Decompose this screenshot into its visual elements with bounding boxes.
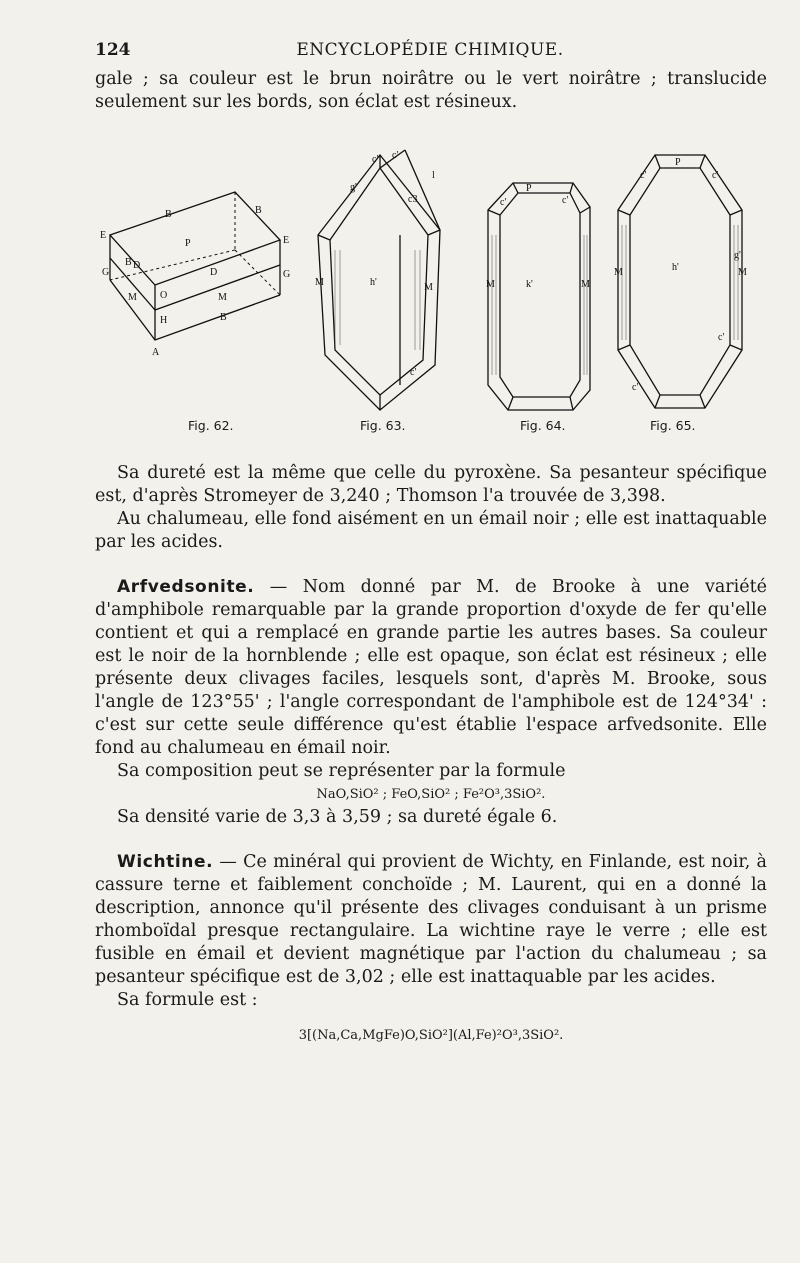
wichtine-formula-intro: Sa formule est : — [117, 990, 258, 1010]
figure-62-crystal — [100, 180, 300, 360]
fig64-label-m1: M — [486, 279, 495, 290]
fig63-label-c4: c' — [410, 367, 417, 378]
figure-64-caption: Fig. 64. — [520, 418, 566, 433]
fig62-label-d1: D — [133, 260, 141, 271]
fig63-label-m1: M — [315, 277, 324, 288]
fig62-label-g2: G — [283, 269, 291, 280]
fig62-label-m2: M — [218, 292, 227, 303]
arfvedsonite-density: Sa densité varie de 3,3 à 3,59 ; sa dureté égale 6. — [117, 807, 558, 827]
fig63-label-c3: c3 — [408, 194, 418, 205]
fig65-label-g: g' — [734, 250, 741, 261]
wichtine-heading: Wichtine. — [117, 852, 214, 872]
fig63-label-h: h' — [370, 277, 377, 288]
fig65-label-c4: c' — [718, 332, 725, 343]
fig64-label-m2: M — [581, 279, 590, 290]
fig65-label-p: P — [675, 157, 681, 168]
hardness-paragraph: Sa dureté est la même que celle du pyroxène. Sa pesanteur spécifique est, d'après Stromeyer de 3,240 ; Thomson l'a trouvée de 3,398. — [95, 463, 767, 506]
fig63-label-c2: c' — [392, 150, 399, 161]
figure-64-crystal — [478, 175, 598, 415]
fig62-label-p: P — [185, 238, 191, 249]
page-number: 124 — [95, 40, 131, 60]
fig62-label-g1: G — [102, 267, 110, 278]
fig62-label-b3: B — [125, 257, 132, 268]
fig62-label-d2: D — [210, 267, 218, 278]
fig64-label-p: P — [526, 183, 532, 194]
wichtine-formula: 3[(Na,Ca,MgFe)O,SiO²](Al,Fe)²O³,3SiO². — [298, 1028, 564, 1043]
fig62-label-b1: B — [165, 209, 172, 220]
fig62-label-e2: E — [283, 235, 290, 246]
fig62-label-m1: M — [128, 292, 137, 303]
fig62-label-b4: B — [220, 312, 227, 323]
intro-paragraph: gale ; sa couleur est le brun noirâtre ou le vert noirâtre ; translucide seulement sur les bords, son éclat est résineux. — [95, 69, 767, 112]
figure-63-caption: Fig. 63. — [360, 418, 406, 433]
figure-65-caption: Fig. 65. — [650, 418, 696, 433]
arfvedsonite-text: — Nom donné par M. de Brooke à une variété d'amphibole remarquable par la grande proportion d'oxyde de fer qu'elle contient et qui a remplacé en grande partie les autres bases. Sa couleur est le noir de la hornblende ; elle est opaque, son éclat est résineux ; elle présente deux clivages faciles, lesquels sont, d'après M. Brooke, sous l'angle de 123°55' ; l'angle correspondant de l'amphibole est de 124°34' : c'est sur cette seule différence qu'est établie l'espace arfvedsonite. Elle fond au chalumeau en émail noir. — [95, 577, 767, 758]
wichtine-text: — Ce minéral qui provient de Wichty, en Finlande, est noir, à cassure terne et faiblement conchoïde ; M. Laurent, qui en a donné la description, annonce qu'il présente des clivages conduisant à un prisme rhomboïdal presque rectangulaire. La wichtine raye le verre ; elle est fusible en émail et devient magnétique par l'action du chalumeau ; sa pesanteur spécifique est de 3,02 ; elle est inattaquable par les acides. — [95, 852, 767, 987]
arfvedsonite-composition-intro: Sa composition peut se représenter par la formule — [117, 761, 566, 781]
fig63-label-m2: M — [424, 282, 433, 293]
intro-paragraph-block — [95, 68, 767, 114]
figure-62-caption: Fig. 62. — [188, 418, 234, 433]
fig63-label-c1: c' — [372, 154, 379, 165]
fig65-label-c2: c' — [712, 170, 719, 181]
fig63-label-l: l — [432, 170, 435, 181]
arfvedsonite-paragraph — [95, 576, 767, 760]
fig65-label-c1: c' — [640, 170, 647, 181]
arfvedsonite-heading: Arfvedsonite. — [117, 577, 255, 597]
figure-63-crystal — [310, 140, 460, 415]
fig62-label-b2: B — [255, 205, 262, 216]
fig64-label-h: k' — [526, 279, 533, 290]
wichtine-paragraph — [95, 851, 767, 989]
figure-65-crystal — [610, 150, 750, 415]
page-header — [95, 40, 765, 68]
fig62-label-a: A — [152, 347, 160, 358]
fig64-label-c1: c' — [500, 197, 507, 208]
running-title: ENCYCLOPÉDIE CHIMIQUE. — [296, 40, 564, 60]
fig65-label-m2: M — [738, 267, 747, 278]
fig65-label-h: h' — [672, 262, 679, 273]
fig62-label-h: H — [160, 315, 168, 326]
blowpipe-paragraph: Au chalumeau, elle fond aisément en un émail noir ; elle est inattaquable par les acides. — [95, 509, 767, 552]
arfvedsonite-formula: NaO,SiO² ; FeO,SiO² ; Fe²O³,3SiO². — [316, 787, 546, 802]
fig62-label-e1: E — [100, 230, 107, 241]
main-text-block — [95, 462, 767, 1047]
fig65-label-c3: c' — [632, 382, 639, 393]
fig63-label-g: g' — [350, 182, 357, 193]
fig65-label-m1: M — [614, 267, 623, 278]
fig62-label-o: O — [160, 290, 168, 301]
fig64-label-c2: c' — [562, 195, 569, 206]
